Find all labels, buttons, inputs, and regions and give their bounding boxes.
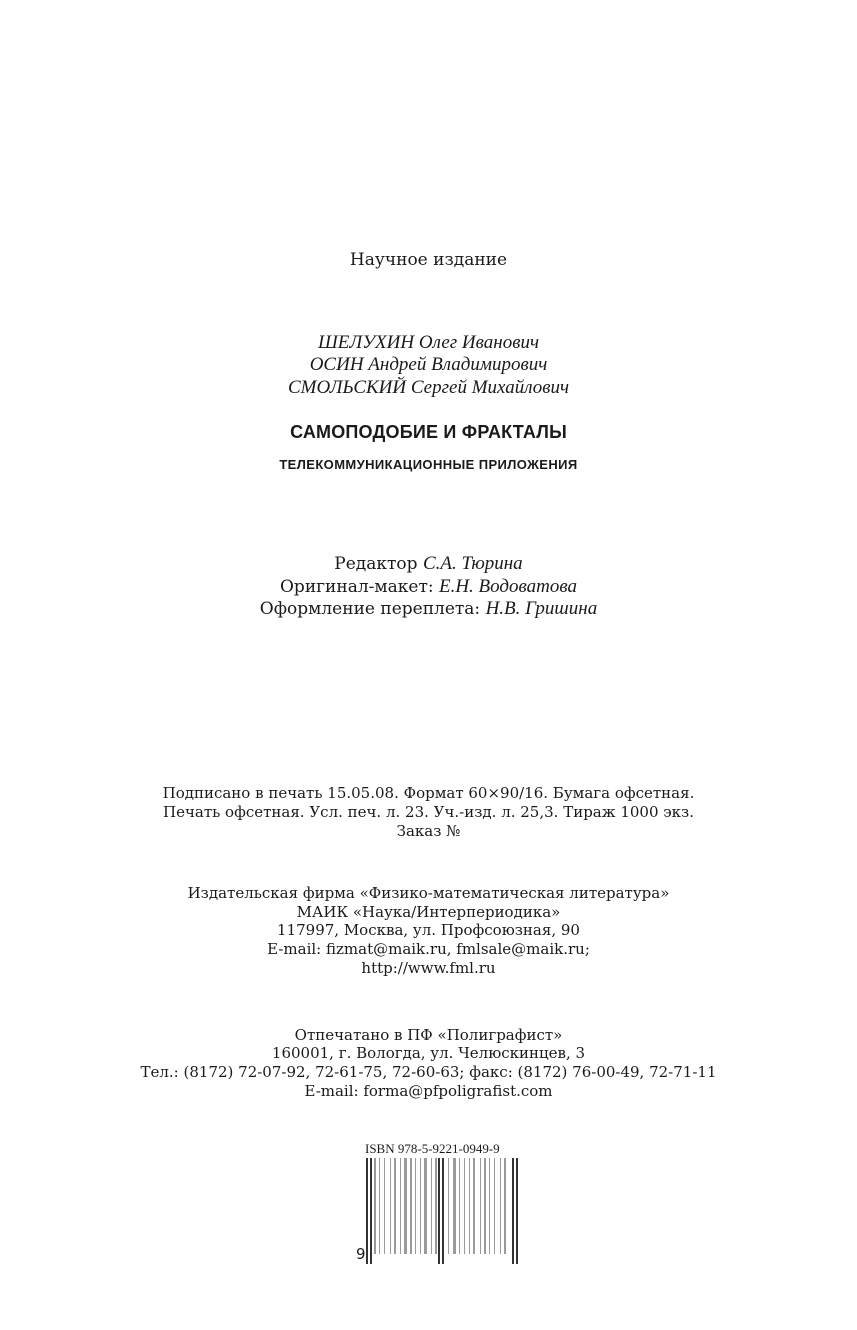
barcode-bar [438,1158,440,1264]
barcode-bar [494,1158,495,1254]
barcode-bar [459,1158,460,1254]
barcode-bar [394,1158,396,1254]
barcode-bar [431,1158,432,1254]
barcode [366,1158,518,1264]
credit-name: Е.Н. Водоватова [438,576,577,597]
barcode-bar [404,1158,407,1254]
barcode-bar [516,1158,518,1264]
print-info-line: Печать офсетная. Усл. печ. л. 23. Уч.-изд. л. 25,3. Тираж 1000 экз. [163,803,694,821]
credit-line [0,576,857,598]
printer-line: Отпечатано в ПФ «Полиграфист» [294,1026,563,1044]
barcode-bar [442,1158,444,1264]
credit-name: Н.В. Гришина [485,598,598,619]
barcode-bar [464,1158,465,1254]
barcode-bar [473,1158,475,1254]
genre-label: Научное издание [349,250,508,270]
credit-name: С.А. Тюрина [422,553,523,574]
publisher-line: МАИК «Наука/Интерпериодика» [296,903,561,921]
barcode-bar [415,1158,416,1254]
barcode-bar [489,1158,490,1254]
print-info-line: Подписано в печать 15.05.08. Формат 60×90/16. Бумага офсетная. [162,784,695,802]
barcode-bar [504,1158,506,1254]
publisher-email: E-mail: fizmat@maik.ru, fmlsale@maik.ru; [267,940,590,958]
barcode-bar [379,1158,380,1254]
credit-line [0,553,857,575]
barcode-bar [424,1158,427,1254]
printer-email: E-mail: forma@pfpoligrafist.com [304,1082,553,1100]
barcode-bar [384,1158,385,1254]
barcode-bar [400,1158,401,1254]
barcode-bar [512,1158,514,1264]
barcode-bar [420,1158,421,1254]
barcode-bar [374,1158,376,1254]
barcode-bar [448,1158,449,1254]
barcode-bar [453,1158,456,1254]
book-title: САМОПОДОБИЕ И ФРАКТАЛЫ [290,422,567,442]
author-line: СМОЛЬСКИЙ Сергей Михайлович [287,377,570,398]
barcode-bar [500,1158,501,1254]
publisher-url: http://www.fml.ru [361,959,496,977]
barcode-bar [366,1158,368,1264]
credit-role: Редактор [334,554,418,574]
barcode-bar [484,1158,486,1254]
barcode-bar [410,1158,412,1254]
credit-role: Оригинал-макет: [280,577,434,597]
barcode-bar [480,1158,481,1254]
isbn-label: ISBN 978-5-9221-0949-9 [365,1141,500,1156]
barcode-bar [469,1158,470,1254]
print-info-line: Заказ № [396,822,461,840]
publisher-line: Издательская фирма «Физико-математическая литература» [187,884,670,902]
publisher-line: 117997, Москва, ул. Профсоюзная, 90 [277,921,580,939]
credit-role: Оформление переплета: [259,599,481,619]
printer-line: 160001, г. Вологда, ул. Челюскинцев, 3 [271,1044,586,1062]
book-subtitle: ТЕЛЕКОММУНИКАЦИОННЫЕ ПРИЛОЖЕНИЯ [279,457,578,472]
barcode-bar [435,1158,437,1254]
author-line: ОСИН Андрей Владимирович [309,354,548,375]
author-line: ШЕЛУХИН Олег Иванович [317,332,540,353]
barcode-bar [390,1158,391,1254]
printer-line: Тел.: (8172) 72-07-92, 72-61-75, 72-60-63; факс: (8172) 76-00-49, 72-71-11 [140,1063,717,1081]
credit-line [0,598,857,620]
barcode-first-digit: 9 [356,1245,366,1263]
barcode-bar [370,1158,372,1264]
